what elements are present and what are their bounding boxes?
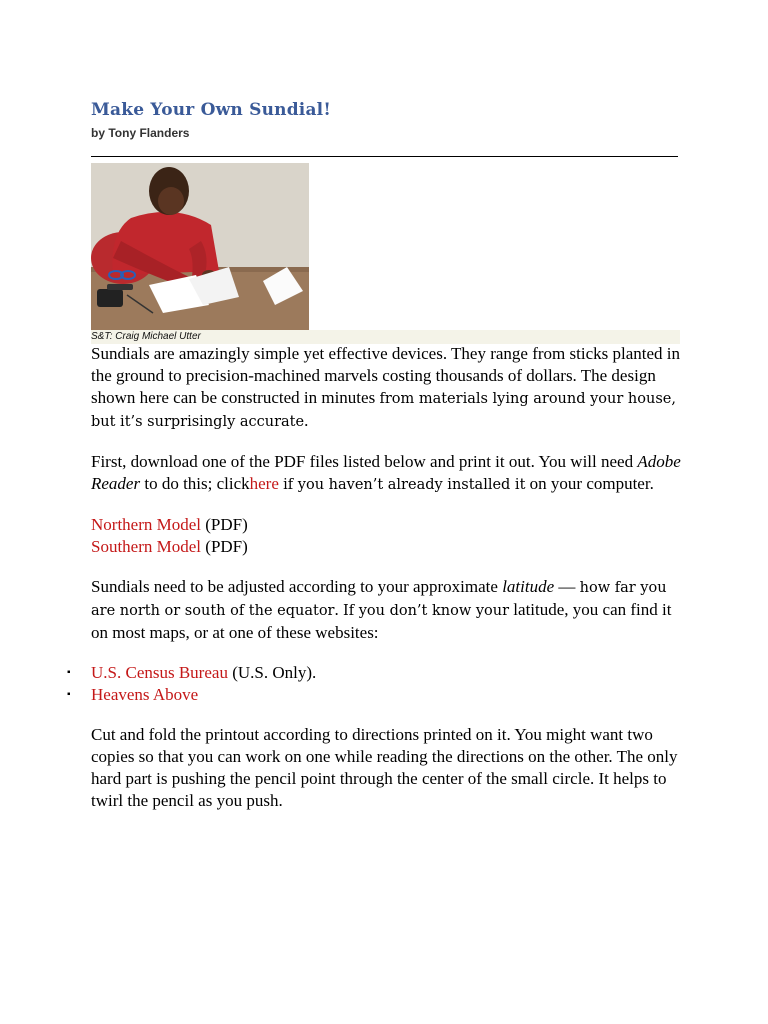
census-bureau-note: (U.S. Only). <box>232 663 317 682</box>
northern-model-format: (PDF) <box>205 515 248 534</box>
download-text: First, download one of the PDF files listed below and print it out. You will need <box>91 452 634 471</box>
latitude-period: . <box>334 600 339 619</box>
latitude-text-2: latitude, you can find it on most maps, or at one of these websites: <box>91 600 672 642</box>
instructions-paragraph: Cut and fold the printout according to directions printed on it. You might want two copies so that you can work on one while reading the directions on the other. The only hard part is pushing the pencil point through the center of the small circle. It helps to twirl the pencil as you push. <box>91 725 678 810</box>
latitude-dash: — <box>558 577 576 596</box>
download-paragraph <box>91 451 691 496</box>
latitude-paragraph <box>91 576 691 644</box>
adobe-reader-link[interactable]: here <box>249 474 279 493</box>
intro-period: . <box>304 411 309 430</box>
list-item <box>67 684 691 706</box>
latitude-text-highlight-2: If you don’t know your <box>343 603 510 619</box>
northern-model-link[interactable]: Northern Model <box>91 515 202 534</box>
list-item <box>67 662 691 684</box>
heavens-above-link[interactable]: Heavens Above <box>91 685 199 704</box>
bullet-icon: ▪ <box>67 667 71 678</box>
title-divider <box>91 156 678 157</box>
latitude-term: latitude <box>502 577 555 596</box>
person-making-sundial-photo <box>91 163 309 330</box>
article-byline: by Tony Flanders <box>91 126 190 140</box>
intro-text: Sundials are amazingly simple yet effective devices. They range from sticks planted in the ground to precision-machined marvels costing thousands of dollars. The design shown here can be constructed in minutes <box>91 344 680 407</box>
intro-paragraph <box>91 343 691 433</box>
download-item-southern <box>91 536 691 558</box>
latitude-text: Sundials need to be adjusted according to your approximate <box>91 577 498 596</box>
article-body <box>67 343 691 830</box>
download-text-3: if you haven’t already installed it <box>283 477 526 493</box>
intro-text-highlight: from materials lying around your house, but it’s surprisingly accurate <box>91 391 676 430</box>
download-item-northern <box>91 514 691 536</box>
latitude-text-highlight: how far you are north or south of the equator <box>91 580 667 619</box>
photo-credit: S&T: Craig Michael Utter <box>91 331 201 342</box>
article-photo <box>91 163 309 330</box>
website-list <box>67 662 691 706</box>
southern-model-format: (PDF) <box>205 537 248 556</box>
download-text-4: on your computer. <box>529 474 654 493</box>
southern-model-link[interactable]: Southern Model <box>91 537 202 556</box>
article-title: Make Your Own Sundial! <box>91 100 331 120</box>
download-text-2: to do this; click <box>144 474 250 493</box>
adobe-reader-text: Adobe Reader <box>91 452 681 493</box>
bullet-icon: ▪ <box>67 689 71 700</box>
census-bureau-link[interactable]: U.S. Census Bureau <box>91 663 228 682</box>
